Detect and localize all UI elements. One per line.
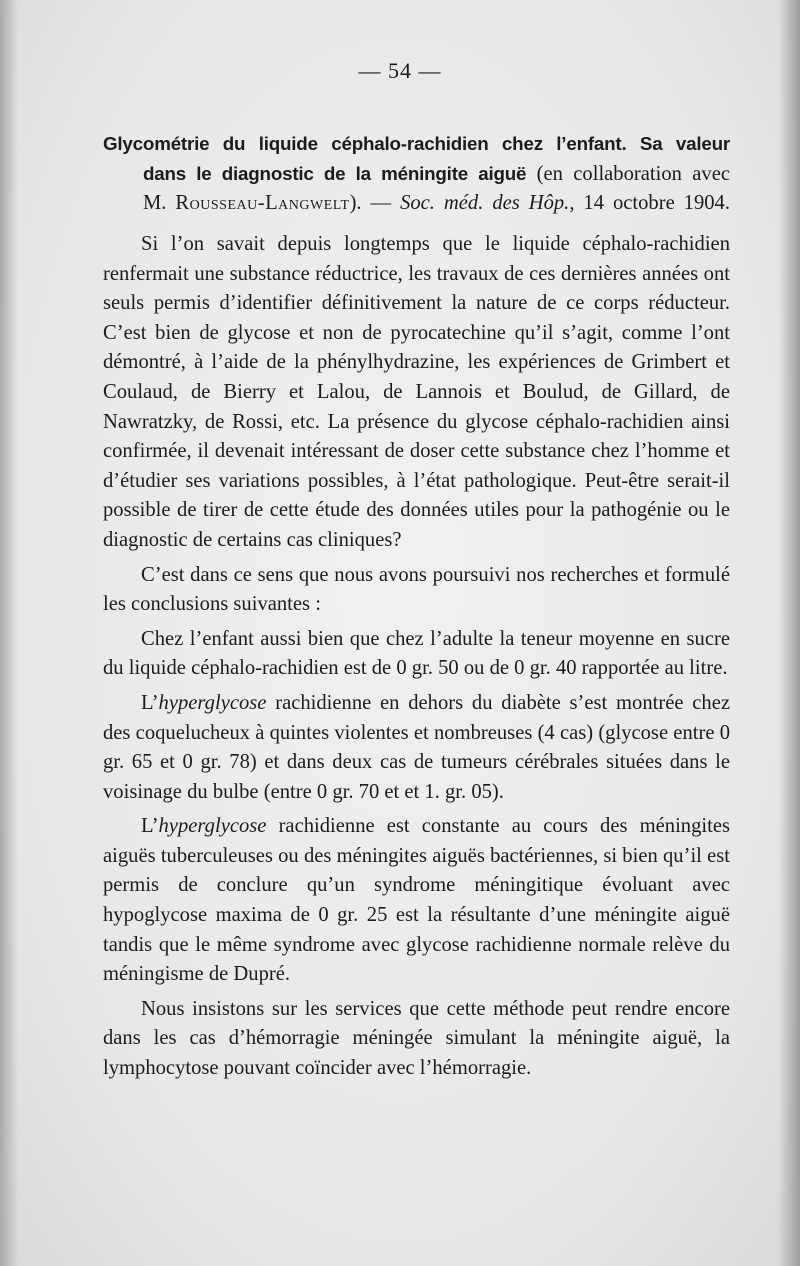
title-bold-line-1: Glycométrie du liquide céphalo-rachidien chez l’enfant. Sa valeur bbox=[103, 133, 730, 154]
title-line-2 bbox=[103, 159, 730, 189]
paragraph-6: Nous insistons sur les services que cette méthode peut rendre encore dans les cas d’hémorragie méningée simulant la méningite aiguë, la lymphocytose pouvant coïncider avec l’hémorragie. bbox=[103, 997, 730, 1080]
paragraph-4-italic: hyperglycose bbox=[158, 691, 267, 714]
page-number: — 54 — bbox=[358, 58, 442, 83]
right-edge-shadow bbox=[778, 0, 800, 1266]
paragraph-5-italic: hyperglycose bbox=[158, 815, 267, 838]
title-collaboration: (en collaboration avec bbox=[526, 163, 730, 185]
paragraph-5 bbox=[103, 812, 730, 990]
title-author-name: Rousseau-Langwelt bbox=[175, 192, 350, 214]
article-title bbox=[103, 129, 730, 218]
paragraph-5-lead: L’ bbox=[141, 815, 159, 838]
document-body bbox=[103, 129, 730, 1084]
title-journal: Soc. méd. des Hôp. bbox=[400, 192, 570, 214]
title-after-author: ). — bbox=[349, 192, 401, 214]
paragraph-3: Chez l’enfant aussi bien que chez l’adulte la teneur moyenne en sucre du liquide céphalo-rachidien est de 0 gr. 50 ou de 0 gr. 40 rapportée au litre. bbox=[103, 627, 730, 680]
paragraph-4-lead: L’ bbox=[141, 691, 159, 714]
title-author-prefix: M. bbox=[143, 192, 176, 214]
left-edge-shadow bbox=[0, 0, 18, 1266]
title-bold-line-2: dans le diagnostic de la méningite aiguë bbox=[143, 163, 527, 184]
paragraph-5-rest: rachidienne est constante au cours des méningites aiguës tuberculeuses ou des méningites aiguës bactériennes, si bien qu’il est permis de conclure qu’un syndrome méningitique évoluant avec hypoglycose maxima de 0 gr. 25 est la résultante d’une méningite aiguë tandis que le même syndrome avec glycose rachidienne normale relève du méningisme de Dupré. bbox=[103, 815, 730, 986]
paragraph-1: Si l’on savait depuis longtemps que le liquide céphalo-rachidien renfermait une substance réductrice, les travaux de ces dernières années ont seuls permis d’identifier définitivement la nature de ce corps réducteur. C’est bien de glycose et non de pyrocatechine qu’il s’agit, comme l’ont démontré, à l’aide de la phénylhydrazine, les expériences de Grimbert et Coulaud, de Bierry et Lalou, de Lannois et Boulud, de Gillard, de Nawratzky, de Rossi, etc. La présence du glycose céphalo-rachidien ainsi confirmée, il devenait intéressant de doser cette substance chez l’homme et d’étudier ses variations possibles, à l’état pathologique. Peut-être serait-il possible de tirer de cette étude des données utiles pour la pathogénie ou le diagnostic de certains cas cliniques? bbox=[103, 233, 730, 551]
paragraph-4 bbox=[103, 689, 730, 807]
title-line-3 bbox=[103, 189, 730, 218]
title-date: , 14 octobre 1904. bbox=[569, 192, 730, 214]
paragraph-4-rest: rachidienne en dehors du diabète s’est montrée chez des coquelucheux à quintes violentes et nombreuses (4 cas) (glycose entre 0 gr. 65 et 0 gr. 78) et dans deux cas de tumeurs cérébrales situées dans le voisinage du bulbe (entre 0 gr. 70 et et 1. gr. 05). bbox=[103, 691, 730, 803]
paragraph-2: C’est dans ce sens que nous avons poursuivi nos recherches et formulé les conclusions suivantes : bbox=[103, 563, 730, 616]
